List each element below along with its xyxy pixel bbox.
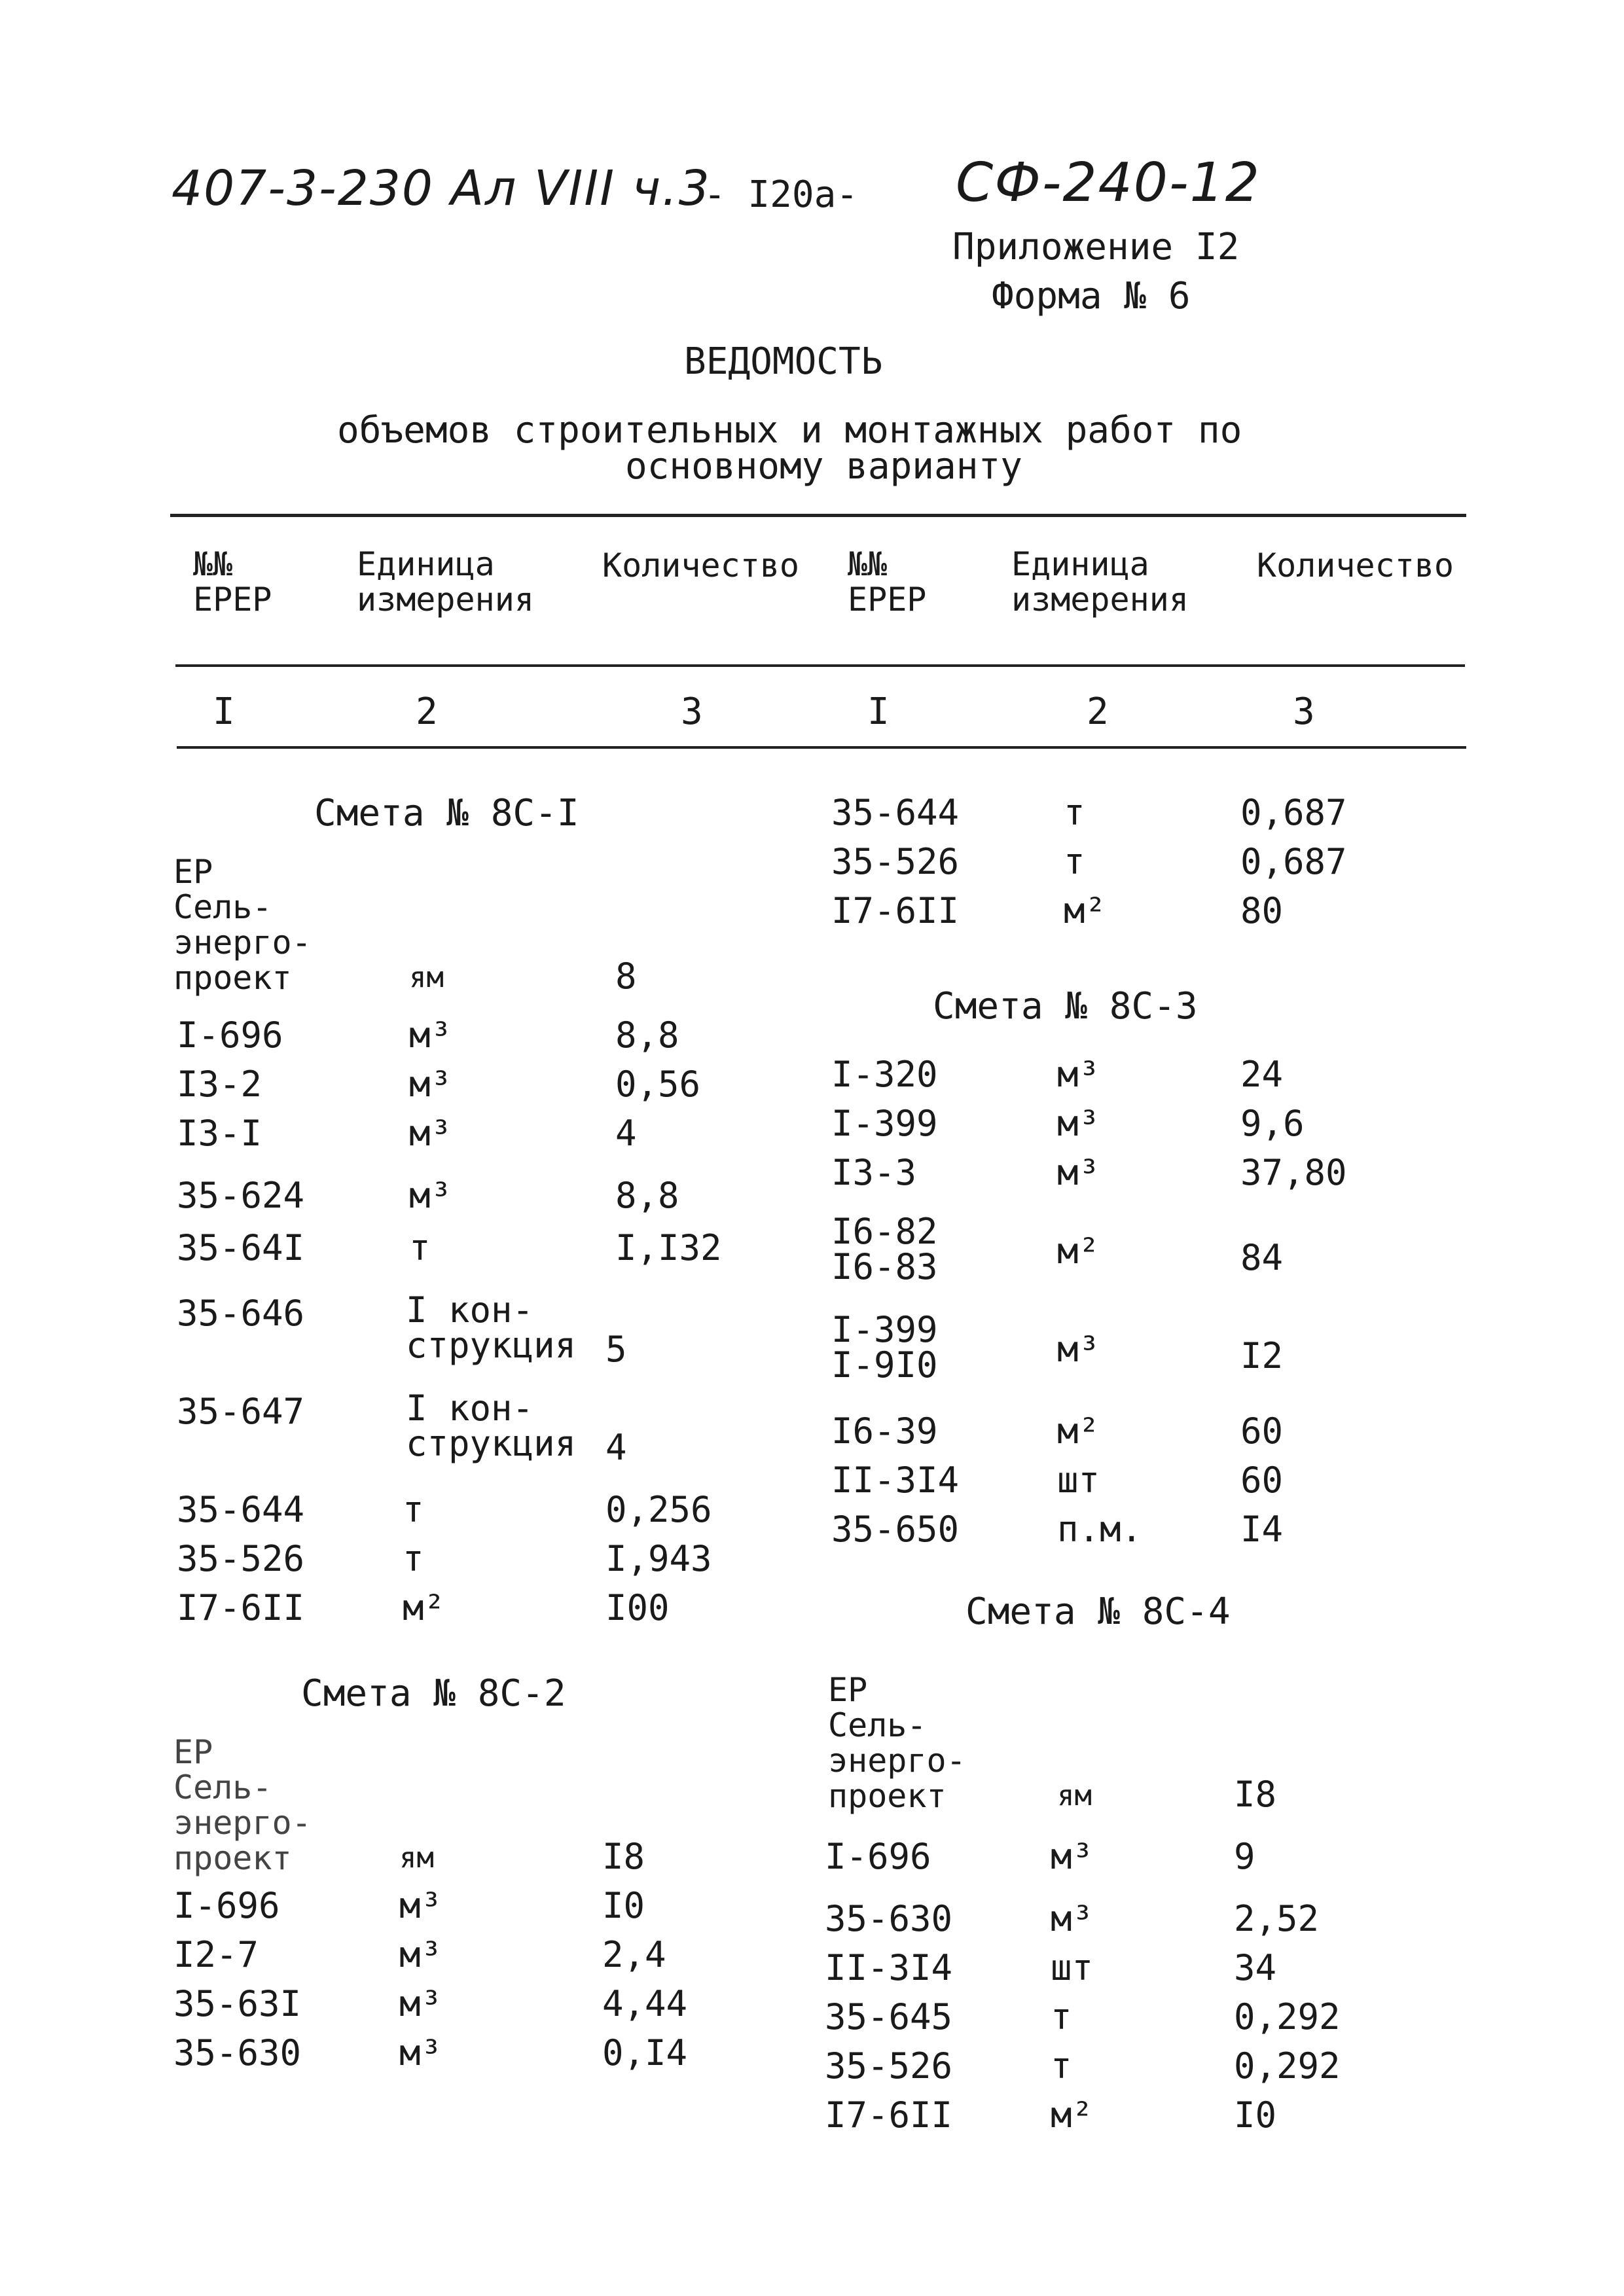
- header-rule: [175, 664, 1465, 667]
- section-title-smeta-3: Смета № 8С-3: [933, 985, 1198, 1028]
- page-number: - I20a-: [704, 173, 859, 216]
- header-quantity-right: Количество: [1257, 547, 1454, 584]
- section-title-smeta-2: Смета № 8С-2: [301, 1672, 566, 1715]
- column-number: 2: [1087, 691, 1109, 733]
- appendix-label: Приложение I2: [952, 226, 1240, 268]
- column-number: I: [867, 691, 890, 733]
- header-unit-right: Единица измерения: [1011, 545, 1189, 619]
- document-subtitle-line2: основному варианту: [625, 445, 1022, 488]
- ep-org-label: ЕР Сель- энерго- проект: [828, 1671, 966, 1815]
- form-label: Форма № 6: [992, 275, 1191, 317]
- column-number: 2: [416, 691, 438, 733]
- document-title: ВЕДОМОСТЬ: [684, 340, 883, 383]
- ep-org-label: ЕР Сель- энерго- проект: [173, 853, 312, 997]
- header-ep-number-left: №№ ЕРЕР: [193, 545, 272, 619]
- header-ep-number-right: №№ ЕРЕР: [848, 545, 927, 619]
- table-top-rule: [170, 514, 1466, 517]
- header-quantity-left: Количество: [602, 547, 800, 584]
- column-numbers-rule: [177, 746, 1466, 749]
- ep-org-label: ЕР Сель- энерго- проект: [173, 1733, 312, 1877]
- document-subtitle-line1: объемов строительных и монтажных работ по: [337, 409, 1242, 452]
- header-unit-left: Единица измерения: [357, 545, 534, 619]
- column-number: 3: [681, 691, 703, 733]
- column-number: 3: [1293, 691, 1315, 733]
- column-number: I: [213, 691, 235, 733]
- series-code: СФ-240-12: [956, 152, 1261, 214]
- section-title-smeta-1: Смета № 8С-I: [314, 792, 579, 834]
- section-title-smeta-4: Смета № 8С-4: [965, 1590, 1231, 1633]
- document-code: 407-3-230 Ал VIII ч.3: [171, 160, 711, 217]
